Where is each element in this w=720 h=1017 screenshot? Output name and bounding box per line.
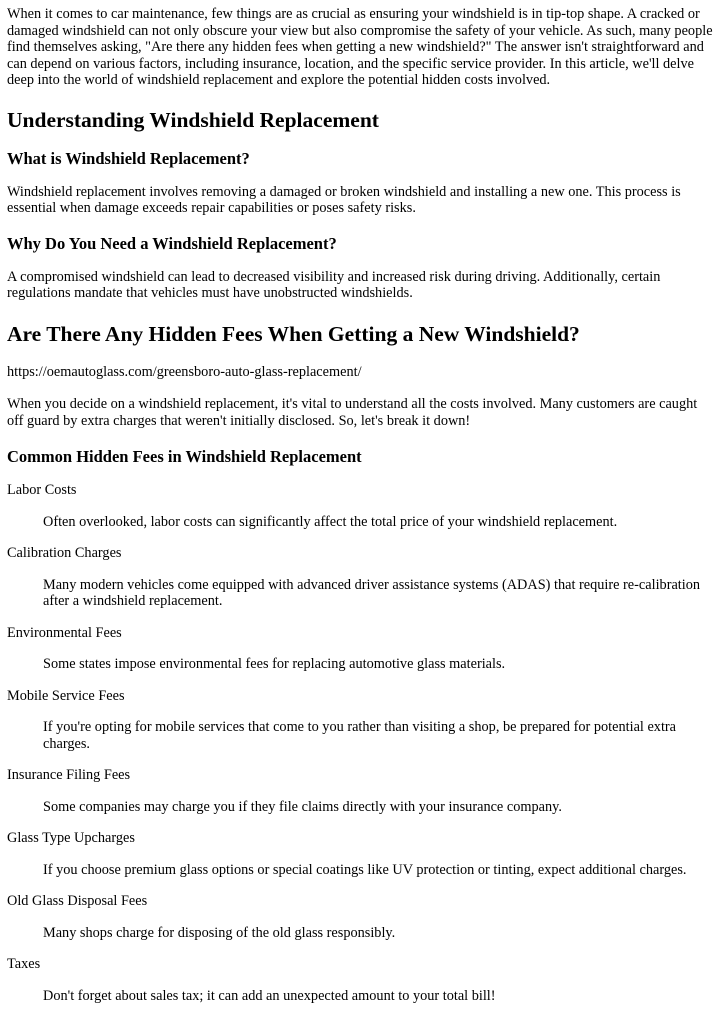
- subheading-what-is: What is Windshield Replacement?: [7, 148, 250, 168]
- fee-description: Some states impose environmental fees for replacing automotive glass materials.: [43, 656, 506, 672]
- section-heading-hidden-fees: Are There Any Hidden Fees When Getting a New Windshield?: [7, 321, 580, 346]
- hidden-fees-list: [7, 482, 720, 1004]
- fee-term: Mobile Service Fees: [7, 687, 125, 704]
- fee-description: Don't forget about sales tax; it can add an unexpected amount to your total bill!: [43, 987, 496, 1004]
- fee-description: If you're opting for mobile services that come to you rather than visiting a shop, be prepared for potential extra charges.: [43, 719, 677, 752]
- subheading-common-hidden-fees: Common Hidden Fees in Windshield Replacement: [7, 447, 362, 466]
- paragraph-what-is: Windshield replacement involves removing a damaged or broken windshield and installing a new one. This process is essential when damage exceeds repair capabilities or poses safety risks.: [7, 183, 681, 216]
- section-heading-understanding: Understanding Windshield Replacement: [7, 107, 379, 132]
- fee-description: Some companies may charge you if they file claims directly with your insurance company.: [43, 798, 562, 815]
- fee-term: Glass Type Upcharges: [7, 830, 135, 846]
- fee-term: Calibration Charges: [7, 545, 122, 561]
- fee-term: Environmental Fees: [7, 624, 122, 641]
- subheading-why-need: Why Do You Need a Windshield Replacement?: [7, 233, 337, 253]
- intro-paragraph: When it comes to car maintenance, few things are as crucial as ensuring your windshield is in tip-top shape. A cracked or damaged windshield can not only obscure your view but also compromise the safety of your vehicle. As such, many people find themselves asking, "Are there any hidden fees when getting a new windshield?" The answer isn't straightforward and can depend on various factors, including insurance, location, and the specific service provider. In this article, we'll delve deep into the world of windshield replacement and explore the potential hidden costs involved.: [7, 6, 713, 88]
- fee-term: Old Glass Disposal Fees: [7, 893, 148, 909]
- fee-description: Often overlooked, labor costs can significantly affect the total price of your windshield replacement.: [43, 513, 618, 530]
- paragraph-hidden-fees-intro: When you decide on a windshield replacement, it's vital to understand all the costs involved. Many customers are caught off guard by extra charges that weren't initially disclosed. So, let's break it down!: [7, 396, 698, 429]
- fee-description: Many modern vehicles come equipped with advanced driver assistance systems (ADAS) that require re-calibration after a windshield replacement.: [43, 576, 701, 609]
- source-url-text: https://oemautoglass.com/greensboro-auto-glass-replacement/: [7, 363, 362, 380]
- fee-term: Insurance Filing Fees: [7, 767, 131, 783]
- fee-term: Taxes: [7, 956, 41, 972]
- fee-term: Labor Costs: [7, 482, 77, 498]
- fee-description: If you choose premium glass options or special coatings like UV protection or tinting, expect additional charges.: [43, 861, 687, 878]
- paragraph-why-need: A compromised windshield can lead to decreased visibility and increased risk during driving. Additionally, certain regulations mandate that vehicles must have unobstructed windshields.: [7, 268, 661, 301]
- fee-description: Many shops charge for disposing of the old glass responsibly.: [43, 924, 396, 941]
